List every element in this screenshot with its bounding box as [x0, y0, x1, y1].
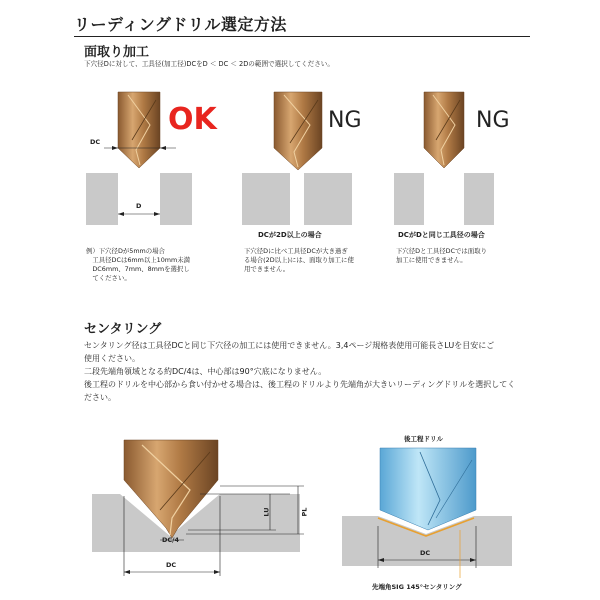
centering-left	[92, 440, 304, 576]
note-ng1-line: 用できません。	[244, 265, 290, 273]
centering-line: ださい。	[84, 393, 116, 402]
caption-ng2: DCがDと同じ工具径の場合	[398, 231, 485, 239]
label-pl: PL	[300, 507, 309, 517]
drill-ok	[118, 92, 160, 168]
centering-line: センタリング径は工具径DCと同じ下穴径の加工には使用できません。3,4ページ規格表使用可能長さLUを目安にご	[84, 341, 495, 350]
caption-ng1: DCが2D以上の場合	[258, 231, 322, 239]
ng-mark-2: NG	[476, 108, 510, 133]
workpiece-ng1-left	[242, 173, 290, 225]
label-dc4: DC/4	[162, 536, 180, 544]
chamfer-heading: 面取り加工	[84, 45, 150, 60]
note-ng1-line: る場合(2D以上)には、面取り加工に使	[244, 256, 354, 264]
note-ng2-line: 下穴径Dと工具径DCでは面取り	[396, 247, 487, 255]
label-sig: 先端角SIG 145°センタリング	[372, 583, 462, 591]
centering-heading: センタリング	[84, 322, 162, 337]
note-ng1-line: 下穴径Dに比べ工具径DCが大き過ぎ	[244, 247, 348, 255]
label-dc: DC	[90, 138, 101, 146]
workpiece-ng1-right	[304, 173, 352, 225]
note-ok-line: てください。	[86, 274, 131, 282]
note-ng1	[244, 247, 394, 274]
workpiece-ok-left	[86, 173, 118, 225]
ok-mark: OK	[168, 102, 217, 137]
page-title: リーディングドリル選定方法	[74, 15, 287, 34]
drill-ng-same	[424, 92, 464, 168]
centering-right	[342, 448, 512, 578]
label-dc-left: DC	[166, 561, 177, 569]
centering-line: 使用ください。	[84, 354, 140, 363]
note-ok-line: 工具径DCは6mm以上10mm未満	[86, 256, 190, 264]
note-ng2-line: 加工に使用できません。	[396, 256, 467, 264]
centering-text	[84, 339, 524, 404]
centering-line: 二段先端角領域となる約DC/4は、中心部は90°穴底になりません。	[84, 367, 327, 376]
label-post-drill: 後工程ドリル	[404, 435, 443, 443]
chamfer-intro: 下穴径Dに対して、工具径(加工径)DCをD ＜ DC ＜ 2Dの範囲で選択してください。	[84, 60, 334, 68]
label-lu: LU	[262, 507, 271, 517]
workpiece-ok-right	[160, 173, 192, 225]
centering-line: 後工程のドリルを中心部から食い付かせる場合は、後工程のドリルより先端角が大きいリーディングドリルを選択してく	[84, 380, 516, 389]
note-ng2	[396, 247, 516, 265]
note-ok	[86, 247, 236, 283]
centering-diagrams	[0, 400, 600, 600]
note-ok-line: DC6mm、7mm、8mmを選択し	[86, 265, 190, 273]
ng-mark-1: NG	[328, 108, 362, 133]
label-d: D	[136, 202, 142, 210]
workpiece-ng2-left	[394, 173, 424, 225]
drill-ng-large	[274, 92, 322, 170]
note-ok-line: 例）下穴径Dが5mmの場合	[86, 247, 165, 255]
workpiece-ng2-right	[464, 173, 494, 225]
label-dc-right: DC	[420, 549, 431, 557]
